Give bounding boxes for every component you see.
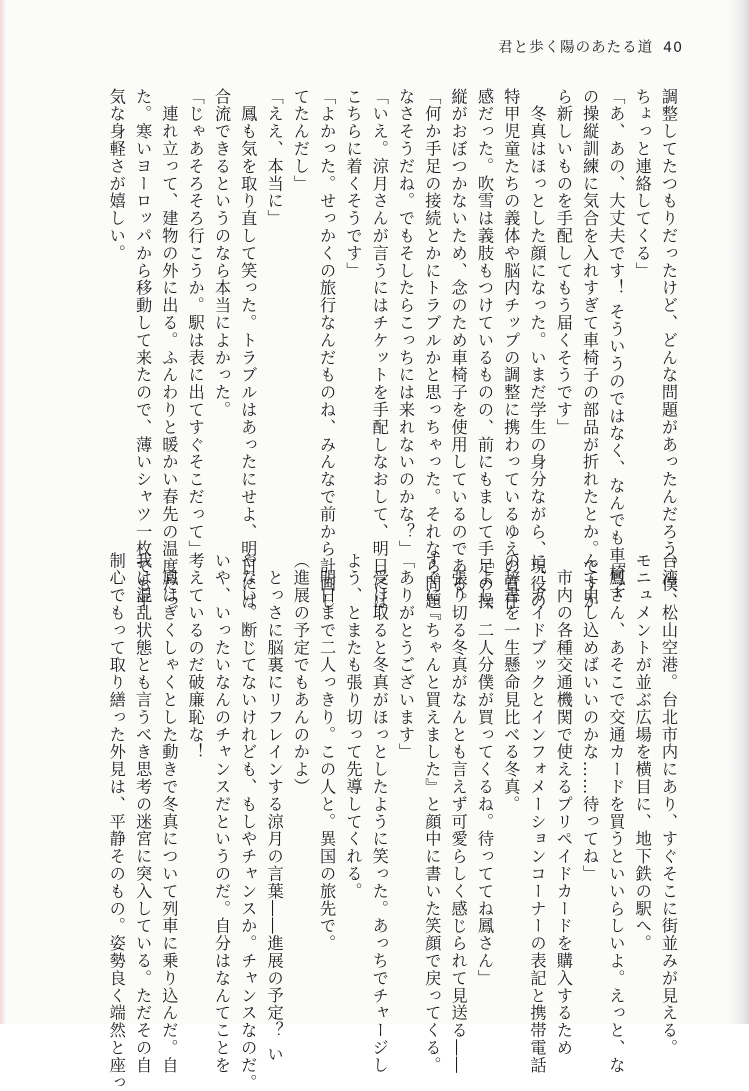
- text-line: の操縦訓練に気合を入れすぎて車椅子の部品が折れたとか。ですか: [580, 88, 600, 610]
- text-line: 冬真はほっとした顔になった。いまだ学生の身分ながら、現役の: [527, 88, 547, 610]
- text-line: ちょっと連絡してくる」: [632, 88, 652, 280]
- text-line: てたんだし」: [290, 88, 310, 193]
- text-line: の辞書を一生懸命見比べる冬真。: [501, 552, 521, 813]
- text-line: 「何か手足の接続とかにトラブルかと思っちゃった。それなら問題: [422, 88, 442, 610]
- text-line: いや、いったいなんのチャンスだというのだ。自分はなんてことを: [211, 552, 231, 1074]
- text-line: 縦がおぼつかないため、念のため車椅子を使用しているのである。: [448, 88, 468, 610]
- text-line: た。寒いヨーロッパから移動して来たので、薄いシャツ一枚でも平: [133, 88, 153, 610]
- text-line: 「よし、二人分僕が買ってくるね。待っててね鳳さん」: [474, 552, 494, 987]
- page-number: 40: [663, 40, 683, 56]
- text-line: すぐに『ちゃんと買えました』と顔中に書いた笑顔で戻ってくる。: [422, 552, 442, 1074]
- text-line: 「ええ、本当に」: [264, 88, 284, 228]
- text-line: 「じゃあそろそろ行こうか。駅は表に出てすぐそこだって」: [185, 88, 205, 558]
- text-line: 市内の各種交通機関で使えるプリペイドカードを購入するため: [553, 552, 573, 1057]
- text-line: こちらに着くそうです」: [343, 88, 363, 280]
- text-line: 明日まで二人っきり。この人と。異国の旅先で。: [317, 552, 337, 953]
- text-line: モニュメントが並ぶ広場を横目に、地下鉄の駅へ。: [632, 552, 652, 953]
- text-line: 「鳳さん、あそこで交通カードを買うといいらしいよ。えっと、な: [606, 552, 626, 1074]
- text-line: 特甲児童たちの義体や脳内チップの調整に携わっているゆえの責任: [501, 88, 521, 610]
- text-block-bottom: [102, 552, 681, 1091]
- book-title: 君と歩く陽のあたる道: [498, 40, 654, 56]
- text-line: やない。断じてないけれども、もしやチャンスか。チャンスなのだ。: [238, 552, 258, 1091]
- text-line: ら新しいものを手配してもう届くそうです」: [553, 88, 573, 436]
- text-block-top: [102, 88, 681, 610]
- text-line: 張り切る冬真がなんとも言えず可愛らしく感じられて見送る――: [448, 552, 468, 1074]
- running-header: [498, 36, 683, 57]
- text-line: 「ありがとうございます」: [396, 552, 416, 761]
- text-line: （進展の予定でもあんのかよ）: [290, 552, 310, 796]
- text-line: 鳳も気を取り直して笑った。トラブルはあったにせよ、明日には: [238, 88, 258, 610]
- text-line: 「あ、あの、大丈夫です！ そういうのではなく、なんでも車椅子: [606, 88, 626, 599]
- text-line: 我は混乱状態とも言うべき思考の迷宮に突入している。ただその自: [133, 552, 153, 1074]
- text-line: よう、とまたも張り切って先導してくれる。: [343, 552, 363, 900]
- text-line: 受け取ると冬真がほっとしたように笑った。あっちでチャージし: [369, 552, 389, 1074]
- page-right-edge-shadow: [729, 0, 749, 1024]
- text-line: 合流できるというのなら本当によかった。: [211, 88, 231, 419]
- page-left-edge: [0, 0, 6, 1024]
- text-line: 鳳はぎくしゃくとした動きで冬真について列車に乗り込んだ。自: [159, 552, 179, 1074]
- text-line: なさそうだね。でもそしたらこっちには来れないのかな？」: [396, 88, 416, 558]
- text-line: 「いえ。涼月さんが言うにはチケットを手配しなおして、明日には: [369, 88, 389, 610]
- text-line: 調整してたつもりだったけど、どんな問題があったんだろう。僕、: [659, 88, 678, 610]
- text-line: 気な身軽さが嬉しい。: [106, 88, 126, 262]
- text-line: んて申し込めばいいのかな……待ってね」: [580, 552, 600, 883]
- text-line: 台湾、松山空港。台北市内にあり、すぐそこに街並みが見える。: [659, 552, 678, 1057]
- text-line: に、ガイドブックとインフォメーションコーナーの表記と携帯電話: [527, 552, 547, 1074]
- text-line: 連れ立って、建物の外に出る。ふんわりと暖かい春先の温度だっ: [159, 88, 179, 610]
- text-line: 制心でもって取り繕った外見は、平静そのもの。姿勢良く端然と座っ: [106, 552, 126, 1091]
- text-line: 考えているのだ破廉恥な！: [185, 552, 205, 761]
- text-line: 「よかった。せっかくの旅行なんだものね、みんなで前から計画し: [317, 88, 337, 610]
- text-line: 感だった。吹雪は義肢もつけているものの、前にもまして手足の操: [474, 88, 494, 610]
- text-line: とっさに脳裏にリフレインする涼月の言葉――進展の予定？ い: [264, 552, 284, 1063]
